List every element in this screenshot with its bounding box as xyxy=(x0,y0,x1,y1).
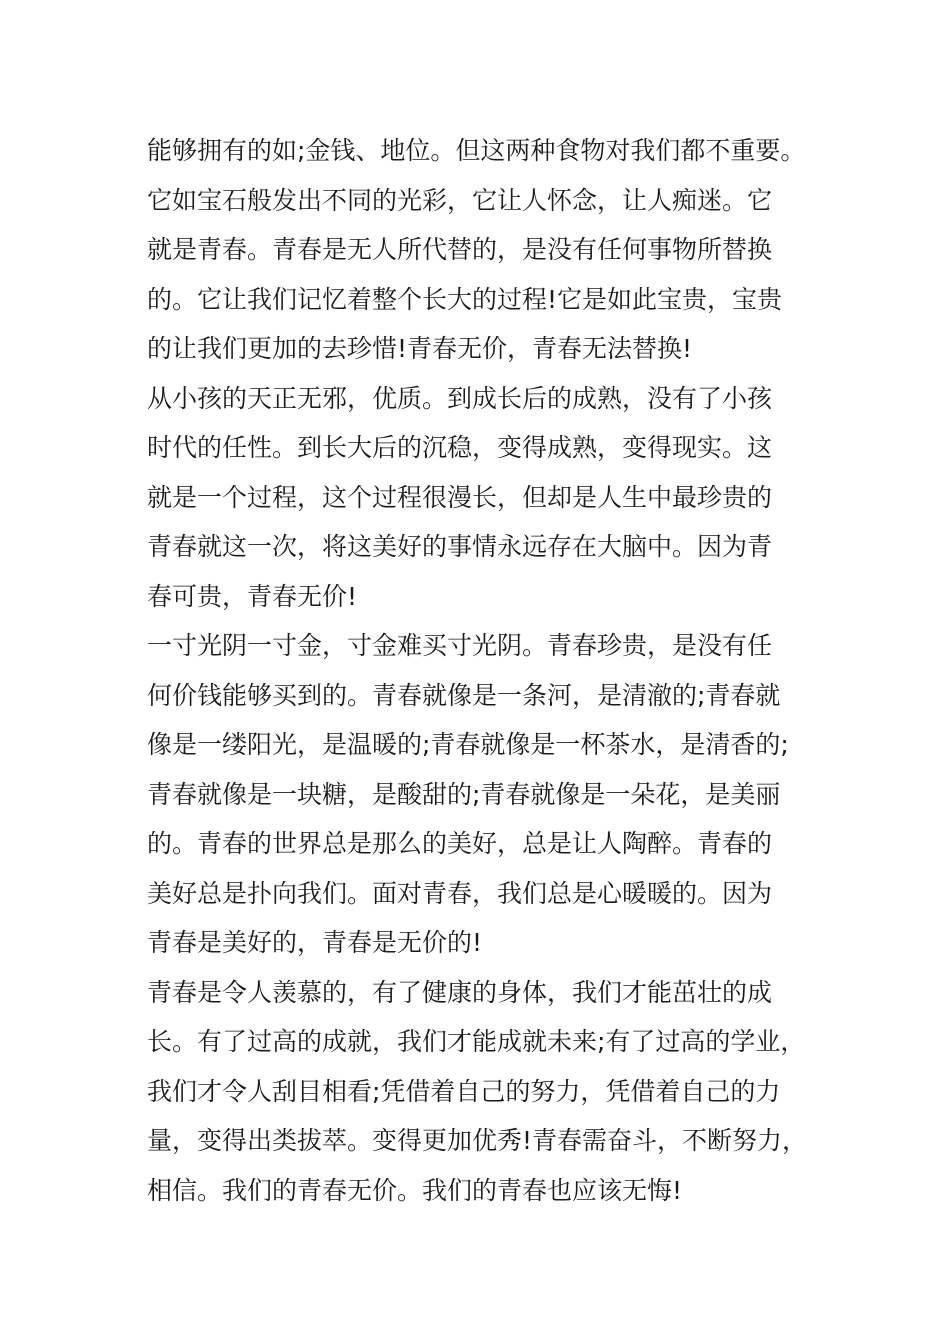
text-line: 相信。我们的青春无价。我们的青春也应该无悔! xyxy=(147,1175,683,1205)
text-line: 的。它让我们记忆着整个长大的过程!它是如此宝贵，宝贵 xyxy=(147,284,783,314)
text-line: 青春就这一次，将这美好的事情永远存在大脑中。因为青 xyxy=(147,532,773,561)
text-line: 就是青春。青春是无人所代替的，是没有任何事物所替换 xyxy=(147,235,773,264)
text-line: 青春是美好的，青春是无价的! xyxy=(147,928,483,957)
text-line: 春可贵，青春无价! xyxy=(147,581,358,611)
text-line: 青春是令人羡慕的，有了健康的身体，我们才能茁壮的成 xyxy=(147,977,773,1007)
text-line: 我们才令人刮目相看;凭借着自己的努力，凭借着自己的力 xyxy=(147,1076,781,1106)
text-line: 时代的任性。到长大后的沉稳，变得成熟，变得现实。这 xyxy=(147,433,773,462)
body-text xyxy=(147,126,827,1215)
text-line: 就是一个过程，这个过程很漫长，但却是人生中最珍贵的 xyxy=(147,482,773,512)
text-line: 一寸光阴一寸金，寸金难买寸光阴。青春珍贵，是没有任 xyxy=(147,631,773,660)
text-line: 它如宝石般发出不同的光彩，它让人怀念，让人痴迷。它 xyxy=(147,185,773,215)
text-line: 美好总是扑向我们。面对青春，我们总是心暖暖的。因为 xyxy=(147,878,773,908)
text-line: 从小孩的天正无邪，优质。到成长后的成熟，没有了小孩 xyxy=(147,383,773,413)
text-line: 的。青春的世界总是那么的美好，总是让人陶醉。青春的 xyxy=(147,829,773,858)
text-line: 青春就像是一块糖，是酸甜的;青春就像是一朵花，是美丽 xyxy=(147,779,781,809)
text-line: 长。有了过高的成就，我们才能成就未来;有了过高的学业， xyxy=(147,1027,806,1056)
text-line: 能够拥有的如;金钱、地位。但这两种食物对我们都不重要。 xyxy=(147,136,806,165)
text-line: 的让我们更加的去珍惜!青春无价，青春无法替换! xyxy=(147,334,693,363)
text-line: 何价钱能够买到的。青春就像是一条河，是清澈的;青春就 xyxy=(147,680,781,710)
text-line: 量，变得出类拔萃。变得更加优秀!青春需奋斗，不断努力， xyxy=(147,1126,808,1155)
text-line: 像是一缕阳光，是温暖的;青春就像是一杯茶水，是清香的; xyxy=(147,730,789,759)
